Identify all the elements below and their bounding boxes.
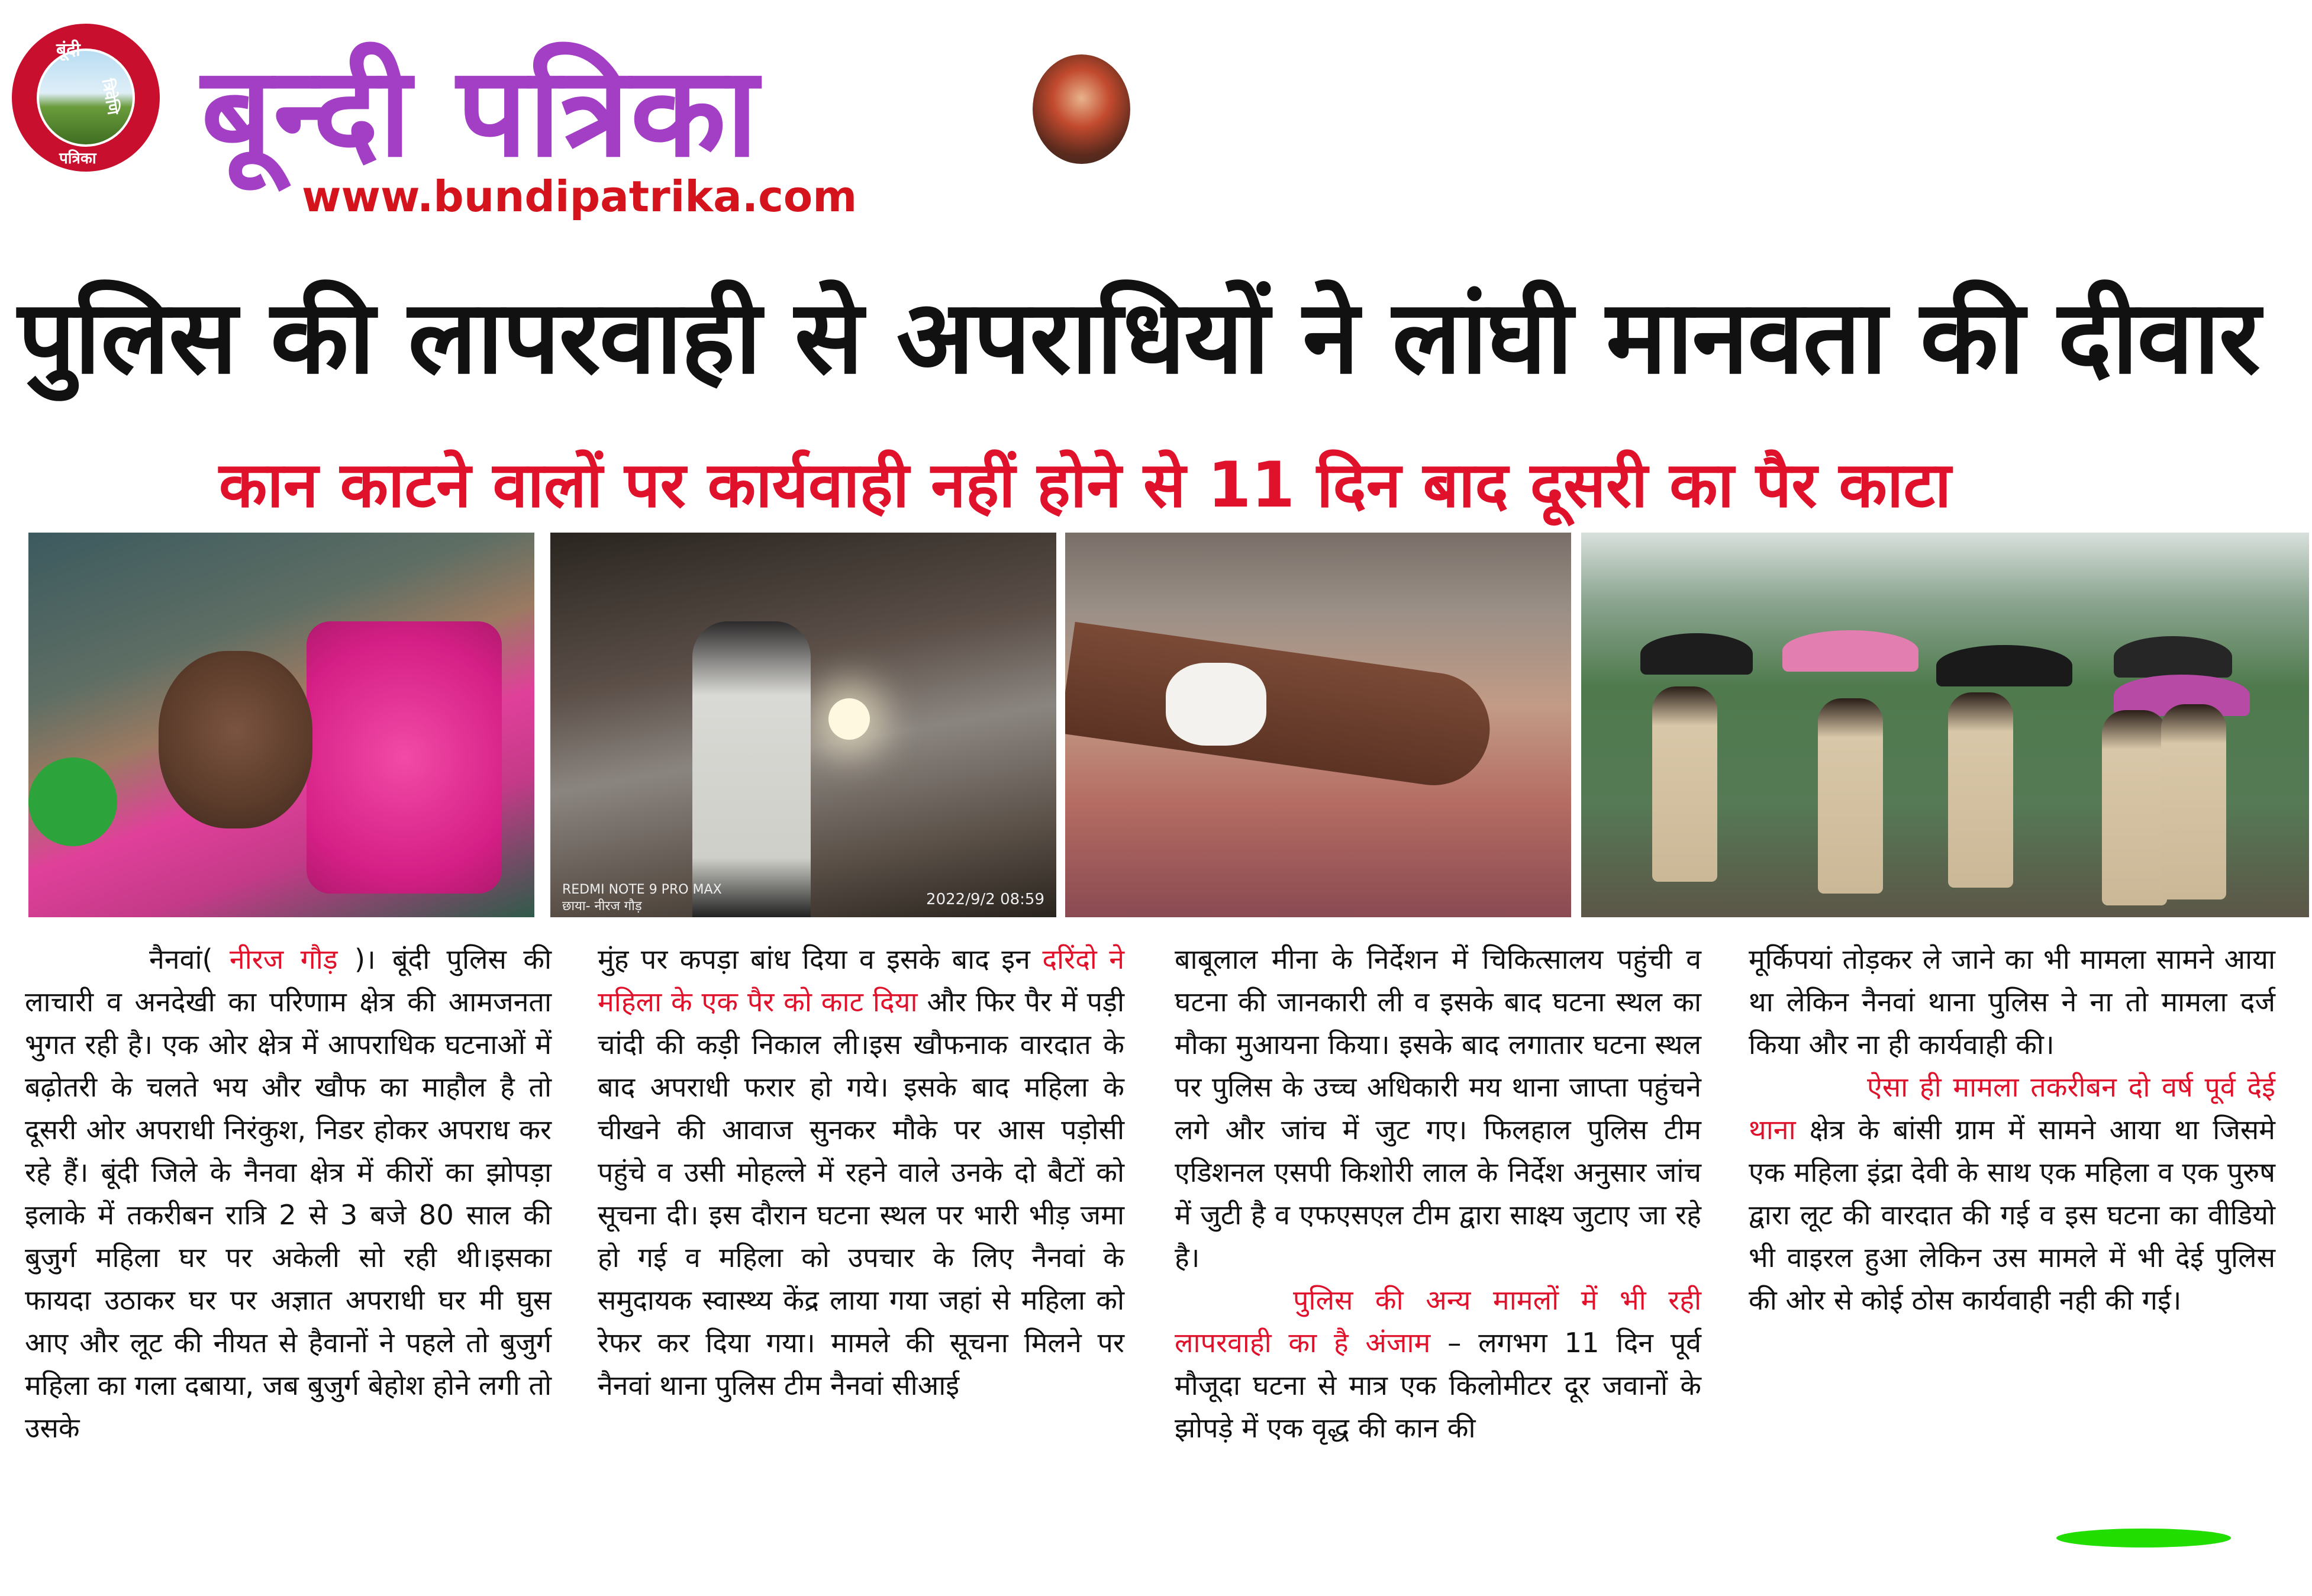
camera-stamp bbox=[562, 882, 722, 915]
article-column-2 bbox=[598, 938, 1124, 1407]
highlighted-text: दरिंदो ने महिला के एक पैर को काट दिया bbox=[598, 943, 1125, 1018]
umbrella bbox=[2114, 636, 2232, 678]
logo-text-top: बूंदी bbox=[56, 40, 80, 60]
photo-timestamp: 2022/9/2 08:59 bbox=[926, 891, 1044, 908]
woman-face bbox=[159, 651, 312, 828]
police-officer bbox=[1652, 686, 1717, 882]
deity-photo bbox=[1033, 54, 1130, 164]
bandage bbox=[1166, 663, 1266, 746]
logo-text-bottom: पत्रिका bbox=[59, 150, 96, 167]
masthead-title: बून्दी पत्रिका bbox=[201, 40, 760, 185]
article-text: और फिर पैर में पड़ी चांदी की कड़ी निकाल ली।इस खौफनाक वारदात के बाद अपराधी फरार हो गये। इसके बाद महिला के चीखने की आवाज सुनकर मौके पर आस पड़ोसी पहुंचे व उसी मोहल्ले में रहने वाले उनके दो बैटों को सूचना दी। इस दौरान घटना स्थल पर भारी भीड़ जमा हो गई व महिला को उपचार के लिए नैनवां के समुदायक स्वास्थ्य केंद्र लाया गया जहां से महिला को रेफर कर दिया गया। मामले की सूचना मिलने पर नैनवां थाना पुलिस टीम नैनवां सीआई bbox=[598, 986, 1124, 1401]
investigator-figure bbox=[692, 621, 811, 917]
photo-police-at-site bbox=[1581, 533, 2309, 917]
photo-injured-woman bbox=[28, 533, 534, 917]
article-text: क्षेत्र के बांसी ग्राम में सामने आया था जिसमे एक महिला इंद्रा देवी के साथ एक महिला व एक पुरुष द्वारा लूट की वारदात की गई व इस घटना का वीडियो भी वाइरल हुआ लेकिन उस मामले में भी देई पुलिस की ओर से कोई ठोस कार्यवाही नही की गई। bbox=[1749, 1114, 2275, 1316]
police-officer bbox=[2102, 710, 2167, 905]
green-marker bbox=[2056, 1529, 2231, 1547]
photo-hut-interior bbox=[550, 533, 1056, 917]
reporter-byline: नीरज गौड़ bbox=[212, 943, 354, 975]
police-officer bbox=[1948, 692, 2013, 888]
article-text: बाबूलाल मीना के निर्देशन में चिकित्सालय पहुंची व घटना की जानकारी ली व इसके बाद घटना स्थल का मौका मुआयना किया। इसके बाद लगातार घटना स्थल पर पुलिस के उच्च अधिकारी मय थाना जाप्ता पहुंचने लगे और जांच में जुट गए। फिलहाल पुलिस टीम एडिशनल एसपी किशोरी लाल के निर्देश अनुसार जांच में जुटी है व एफएसएल टीम द्वारा साक्ष्य जुटाए जा रहे है। bbox=[1175, 943, 1701, 1273]
headline: पुलिस की लापरवाही से अपराधियों ने लांघी मानवता की दीवार bbox=[18, 278, 2259, 396]
camera-stamp-line2: छाया- नीरज गौड़ bbox=[562, 899, 642, 914]
photo-injured-leg bbox=[1065, 533, 1571, 917]
light-bulb bbox=[828, 698, 870, 740]
logo-text-right: त्रिवेणि bbox=[98, 77, 122, 117]
subsection-heading: ऐसा ही मामला तकरीबन दो वर्ष पूर्व देई थाना bbox=[1749, 1071, 2275, 1146]
camera-stamp-line1: REDMI NOTE 9 PRO MAX bbox=[562, 882, 722, 897]
leg-shape bbox=[1065, 622, 1497, 792]
umbrella bbox=[1782, 630, 1918, 672]
article-column-4 bbox=[1749, 938, 2275, 1321]
pink-cloth bbox=[307, 621, 502, 894]
article-column-1 bbox=[25, 938, 552, 1449]
article-text: मूर्किपयां तोड़कर ले जाने का भी मामला सामने आया था लेकिन नैनवां थाना पुलिस ने ना तो मामला दर्ज किया और ना ही कार्यवाही की। bbox=[1749, 943, 2275, 1060]
umbrella bbox=[1936, 645, 2072, 686]
police-officer bbox=[2161, 704, 2226, 899]
umbrella bbox=[1640, 633, 1753, 675]
police-officer bbox=[1818, 698, 1883, 894]
subsection-heading: पुलिस की अन्य मामलों में भी रही लापरवाही का है अंजाम bbox=[1175, 1284, 1701, 1359]
article-column-3 bbox=[1175, 938, 1701, 1449]
green-bowl bbox=[28, 757, 117, 846]
dateline: नैनवां( bbox=[149, 943, 213, 975]
article-text: – लगभग 11 दिन पूर्व मौजूदा घटना से मात्र एक किलोमीटर दूर जवानों के झोपड़े में एक वृद्ध की कान की bbox=[1175, 1327, 1701, 1444]
subheadline: कान काटने वालों पर कार्यवाही नहीं होने से 11 दिन बाद दूसरी का पैर काटा bbox=[219, 449, 1952, 521]
article-text: मुंह पर कपड़ा बांध दिया व इसके बाद इन bbox=[598, 943, 1043, 975]
article-text: )। बूंदी पुलिस की लाचारी व अनदेखी का परिणाम क्षेत्र की आमजनता भुगत रही है। एक ओर क्षेत्र में आपराधिक घटनाओं में बढ़ोतरी के चलते भय और खौफ का माहौल है तो दूसरी ओर अपराधी निरंकुश, निडर होकर अपराध कर रहे हैं। बूंदी जिले के नैनवा क्षेत्र में कीरों का झोपड़ा इलाके में तकरीबन रात्रि 2 से 3 बजे 80 साल की बुजुर्ग महिला घर पर अकेली सो रही थी।इसका फायदा उठाकर घर पर अज्ञात अपराधी घर मी घुस आए और लूट की नीयत से हैवानों ने पहले तो बुजुर्ग महिला का गला दबाया, जब बुजुर्ग बेहोश होने लगी तो उसके bbox=[25, 943, 552, 1444]
masthead-url[interactable]: www.bundipatrika.com bbox=[302, 172, 857, 221]
